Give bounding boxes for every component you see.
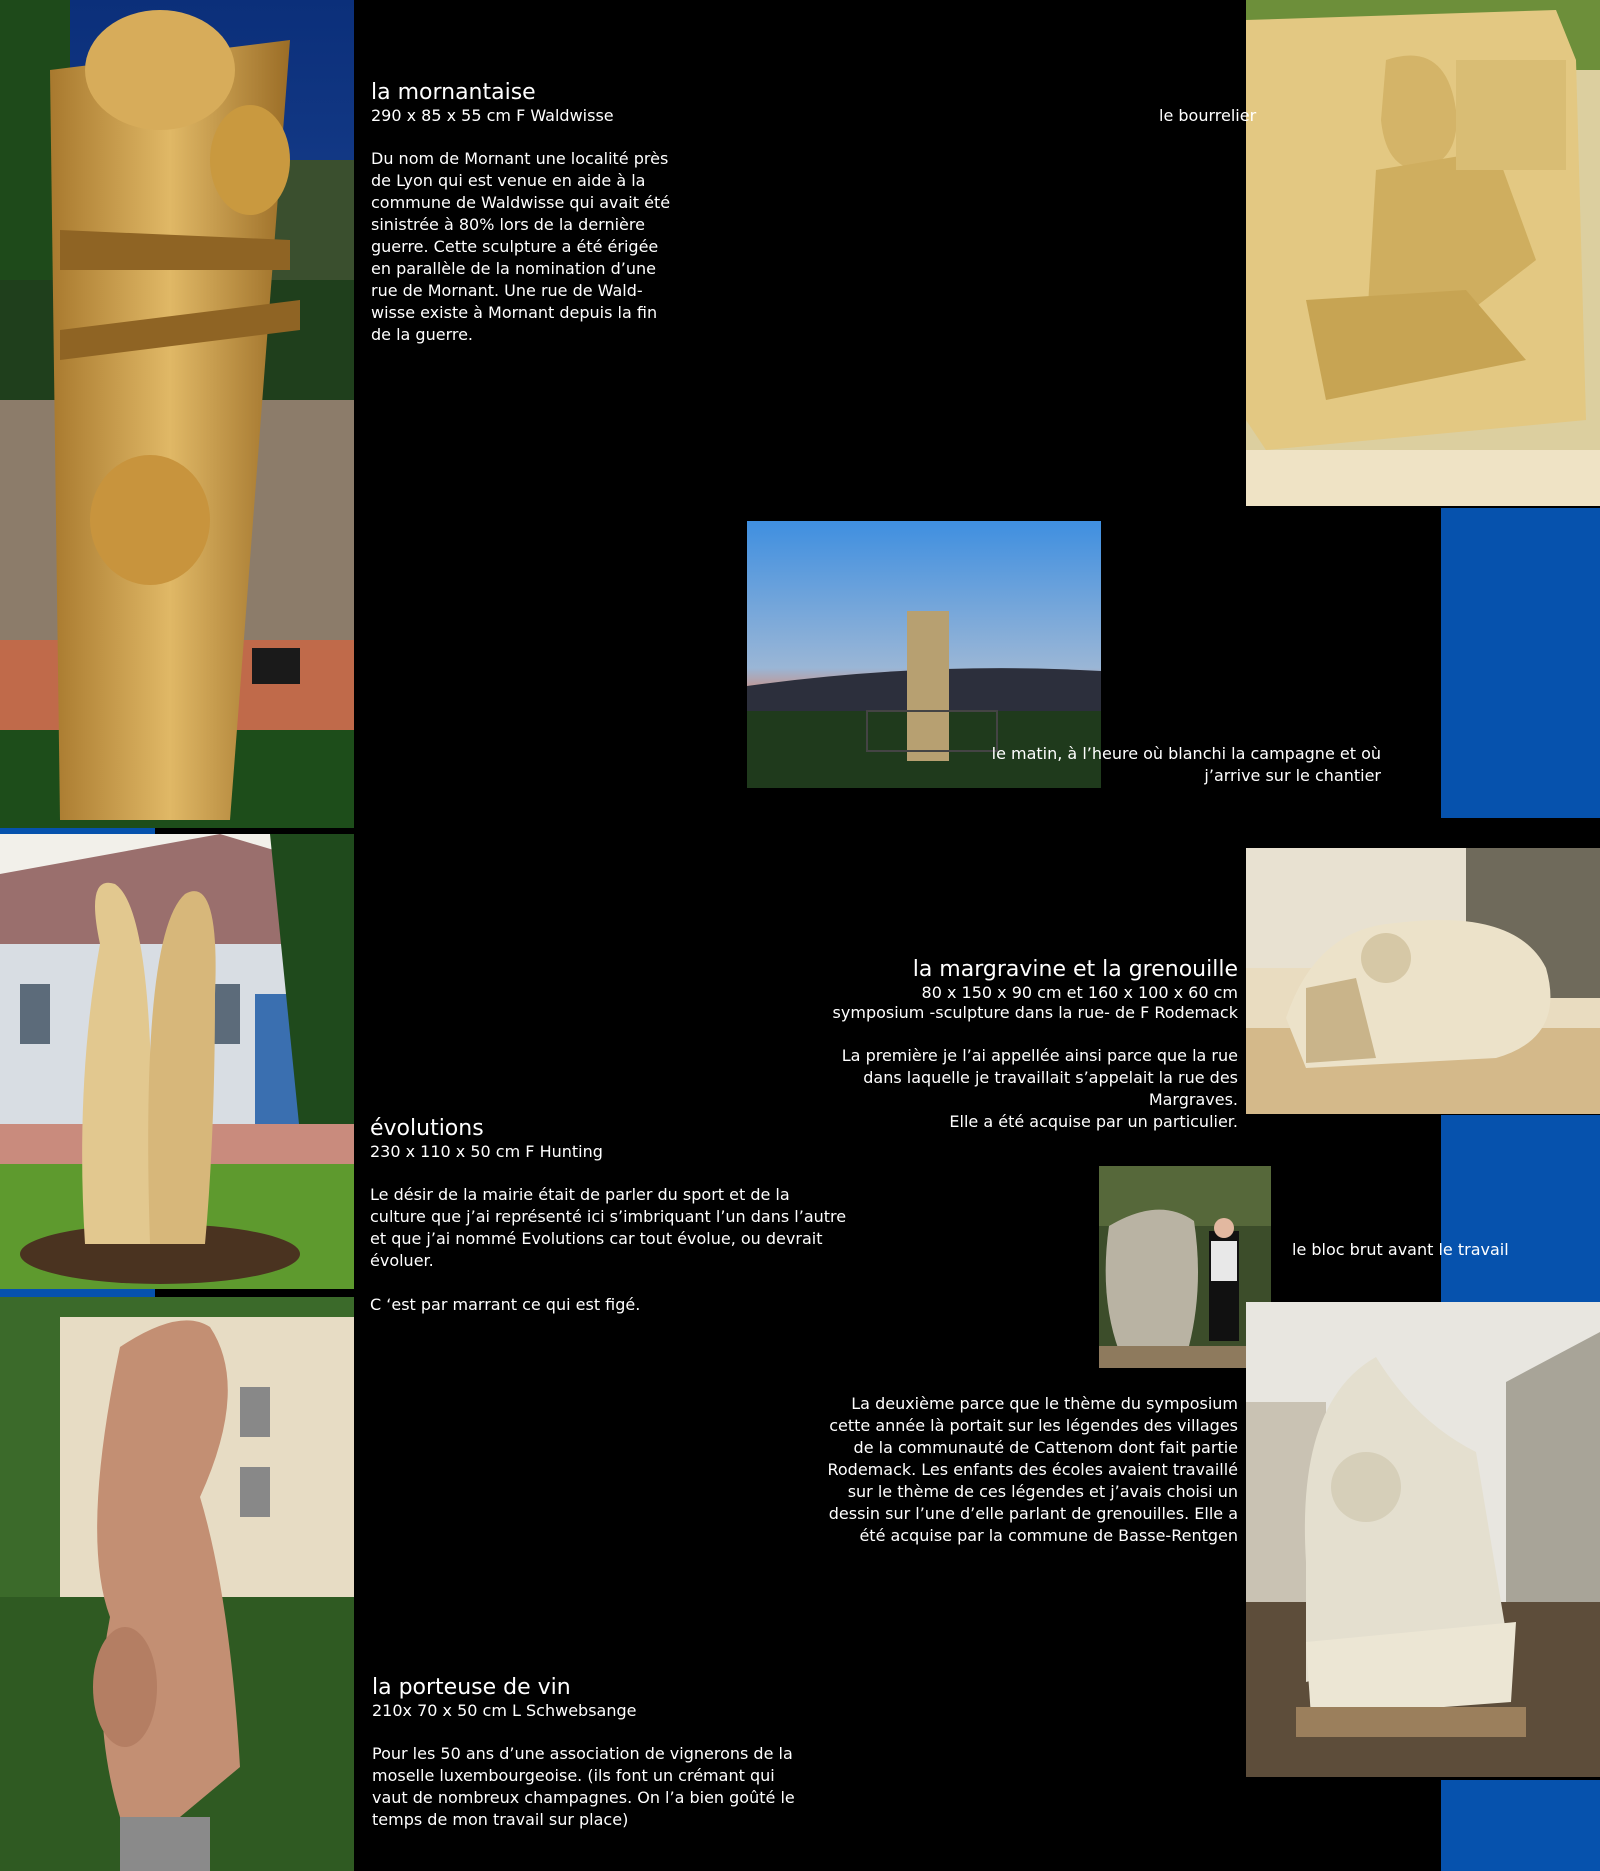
margravine-description: La première je l’ai appellée ainsi parce que la rue dans laquelle je travaillait s’appelait la rue des Margraves. Elle a été acquise par un particulier. xyxy=(841,1046,1238,1131)
photo-la-grenouille xyxy=(1246,1302,1600,1777)
evolutions-dimensions: 230 x 110 x 50 cm F Hunting xyxy=(370,1142,603,1161)
margravine-text-block xyxy=(760,957,1238,1133)
porteuse-title: la porteuse de vin xyxy=(372,1675,571,1700)
porteuse-text-block xyxy=(372,1675,872,1831)
photo-evolutions xyxy=(0,834,354,1289)
matin-caption: le matin, à l’heure où blanchi la campagne et où j’arrive sur le chantier xyxy=(991,744,1381,785)
porteuse-dimensions: 210x 70 x 50 cm L Schwebsange xyxy=(372,1701,637,1720)
evolutions-description-2: C ‘est par marrant ce qui est figé. xyxy=(370,1295,641,1314)
margravine-description-2: La deuxième parce que le thème du symposium cette année là portait sur les légendes des villages de la communauté de Cattenom dont fait partie Rodemack. Les enfants des écoles avaient travaillé sur le thème de ces légendes et j’avais choisi un dessin sur l’une d’elle parlant de grenouilles. Elle a été acquise par la commune de Basse-Rentgen xyxy=(827,1394,1238,1545)
porteuse-description: Pour les 50 ans d’une association de vignerons de la moselle luxembourgeoise. (ils font un crémant qui vaut de nombreux champagnes. On l’a bien goûté le temps de mon travail sur place) xyxy=(372,1744,795,1829)
mornantaise-title: la mornantaise xyxy=(371,80,536,105)
bourrelier-caption: le bourrelier xyxy=(1159,106,1257,125)
blue-strip-right-bottom xyxy=(1441,1780,1600,1871)
blue-strip-right-top xyxy=(1441,508,1600,818)
evolutions-text-block xyxy=(370,1116,890,1316)
mornantaise-description: Du nom de Mornant une localité près de Lyon qui est venue en aide à la commune de Waldwisse qui avait été sinistrée à 80% lors de la dernière guerre. Cette sculpture a été érigée en parallèle de la nomination d’une rue de Mornant. Une rue de Wald- wisse existe à Mornant depuis la fin de la guerre. xyxy=(371,149,671,344)
bloc-caption: le bloc brut avant le travail xyxy=(1292,1240,1509,1259)
evolutions-description: Le désir de la mairie était de parler du sport et de la culture que j’ai représenté ici s’imbriquant l’un dans l’autre et que j’ai nommé Evolutions car tout évolue, ou devrait évoluer. xyxy=(370,1185,847,1270)
margravine-event: symposium -sculpture dans la rue- de F Rodemack xyxy=(832,1003,1238,1022)
photo-la-porteuse-de-vin xyxy=(0,1297,354,1871)
photo-la-margravine xyxy=(1246,848,1600,1114)
margravine-title: la margravine et la grenouille xyxy=(912,957,1238,982)
margravine-dimensions: 80 x 150 x 90 cm et 160 x 100 x 60 cm xyxy=(921,983,1238,1002)
blue-strip-right-middle xyxy=(1441,1115,1600,1303)
photo-la-mornantaise xyxy=(0,0,354,828)
mornantaise-text-block xyxy=(371,80,701,346)
photo-le-bourrelier xyxy=(1246,0,1600,506)
mornantaise-dimensions: 290 x 85 x 55 cm F Waldwisse xyxy=(371,106,614,125)
blue-strip-left-bottom xyxy=(0,1289,155,1297)
evolutions-title: évolutions xyxy=(370,1116,484,1141)
